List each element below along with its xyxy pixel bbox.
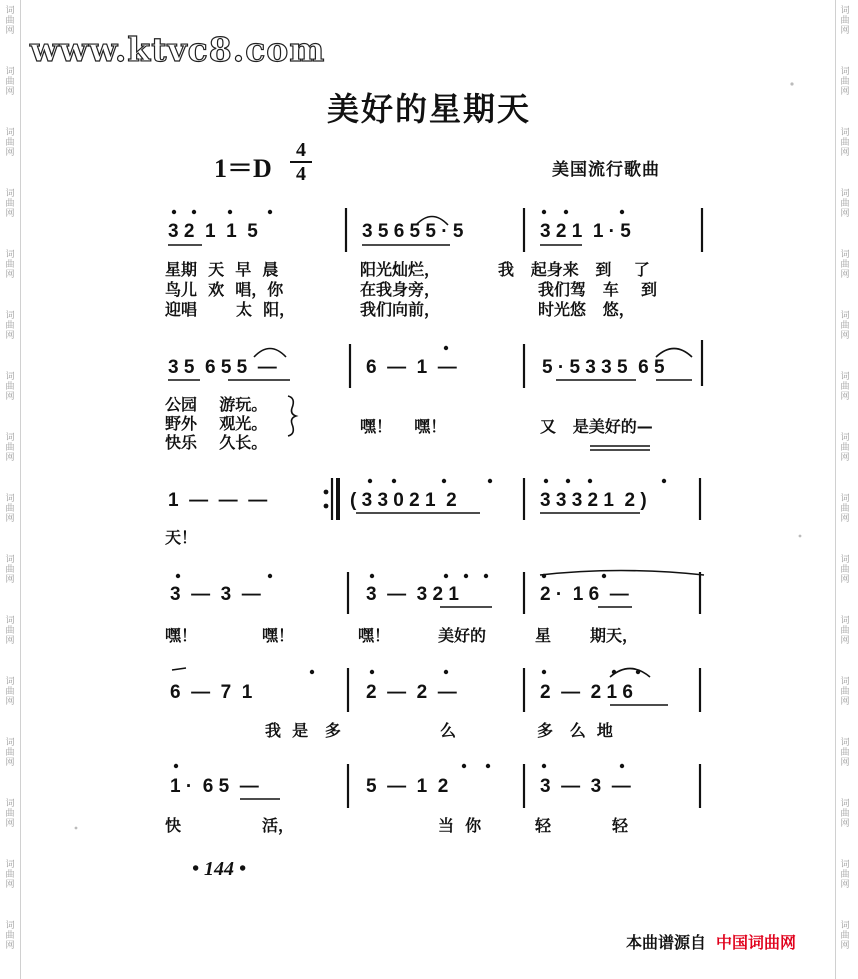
repeat-dots (324, 490, 329, 509)
lyric-line-10a: 快 (165, 816, 182, 835)
watermark-text: 词曲网 (840, 921, 850, 951)
watermark-text: 词曲网 (840, 372, 850, 402)
staff-6-measure-1: 1 · 6 5 — (170, 776, 259, 797)
composer-credit: 美国流行歌曲 (552, 160, 660, 180)
watermark-text: 词曲网 (5, 189, 15, 219)
lyric-line-2b: 在我身旁， (360, 280, 441, 299)
watermark-text: 词曲网 (840, 738, 850, 768)
lyric-line-7a: 天！ (165, 528, 198, 547)
underlines (168, 245, 692, 799)
barlines (332, 208, 702, 808)
watermark-text: 词曲网 (5, 616, 15, 646)
watermark-text: 词曲网 (840, 189, 850, 219)
staff-2-measure-3: 5 · 5 3 3 5 6 5 (542, 357, 665, 378)
lyric-line-8a: 嘿！ (165, 626, 198, 645)
lyric-line-8c: 嘿！ (358, 626, 391, 645)
time-signature-top: 4 (296, 139, 306, 161)
watermark-text: 词曲网 (840, 67, 850, 97)
lyric-line-10c: 当 你 (438, 816, 482, 835)
lyric-line-2c: 我们驾 车 到 (538, 280, 657, 299)
lyric-braces (288, 396, 296, 436)
lyric-line-10d: 轻 (535, 816, 552, 835)
lyric-line-5c: 又 是美好的— (540, 417, 653, 436)
staff-3-measure-1: 1 — — — (168, 490, 268, 511)
lyric-line-9a: 我 是 多 (265, 721, 341, 740)
watermark-text: 词曲网 (840, 311, 850, 341)
staff-1-measure-1: 3 2 1 1 5 (168, 221, 258, 242)
staff-4-measure-2: 3 — 3 2 1 (366, 584, 459, 605)
source-label: 本曲谱源自 (626, 933, 707, 952)
lyric-line-5b: 嘿！ 嘿！ (360, 417, 447, 436)
lyric-line-9c: 多 么 地 (537, 721, 613, 740)
watermark-text: 词曲网 (5, 494, 15, 524)
lyric-line-10b: 活， (262, 816, 295, 835)
watermark-text: 词曲网 (5, 860, 15, 890)
watermark-text: 词曲网 (840, 433, 850, 463)
staff-2-measure-1: 3 5 6 5 5 — (168, 357, 277, 378)
key-signature: 1＝D (214, 154, 272, 183)
staff-3-measure-3: 3 3 3 2 1 2 ) (540, 490, 647, 511)
staff-3-measure-2: ( 3 3 0 2 1 2 (350, 490, 457, 511)
source-credit (626, 930, 796, 953)
watermark-text: 词曲网 (5, 128, 15, 158)
lyric-line-1a: 星期 天 早 晨 (165, 260, 279, 279)
lyric-line-8b: 嘿！ (262, 626, 295, 645)
staff-1-measure-3: 3 2 1 1 · 5 (540, 221, 631, 242)
watermark-text: 词曲网 (840, 677, 850, 707)
lyric-line-8d: 美好的 (438, 626, 487, 645)
lyric-line-6a: 快乐 久长。 (165, 433, 268, 452)
lyric-line-5a: 野外 观光。 (165, 414, 268, 433)
song-title: 美好的星期天 (326, 90, 531, 128)
staff-2-measure-2: 6 — 1 — (366, 357, 457, 378)
lyric-line-3b: 我们向前， (360, 300, 441, 319)
source-site-link[interactable]: 中国词曲网 (716, 933, 797, 952)
staff-5-measure-1: 6 — 7 1 (170, 682, 253, 703)
lyric-line-8e: 星 (535, 626, 552, 645)
watermark-text: 词曲网 (5, 677, 15, 707)
watermark-text: 词曲网 (840, 860, 850, 890)
lyric-line-10e: 轻 (612, 816, 629, 835)
staff-4-measure-3: 2 · 1 6 — (540, 584, 629, 605)
lyric-line-2a: 鸟儿 欢 唱，你 (165, 280, 284, 299)
staff-1-measure-2: 3 5 6 5 5 · 5 (362, 221, 464, 242)
octave-dots (172, 210, 666, 768)
watermark-text: 词曲网 (5, 6, 15, 36)
lyric-line-9b: 么 (440, 721, 457, 740)
staff-5-measure-3: 2 — 2 1 6 (540, 682, 633, 703)
watermark-text: 词曲网 (5, 738, 15, 768)
watermark-text: 词曲网 (840, 494, 850, 524)
lyric-line-3c: 时光悠 悠， (538, 300, 635, 319)
watermark-text: 词曲网 (5, 311, 15, 341)
watermark-text: 词曲网 (840, 555, 850, 585)
lyric-line-8f: 期天， (590, 626, 639, 645)
watermark-text: 词曲网 (5, 67, 15, 97)
lyric-line-1b: 阳光灿烂， (360, 260, 441, 279)
watermark-text: 词曲网 (5, 250, 15, 280)
watermark-text: 词曲网 (840, 6, 850, 36)
website-watermark: www.ktvc8.com (30, 30, 326, 69)
page-number: • 144 • (192, 858, 247, 880)
watermark-text: 词曲网 (840, 128, 850, 158)
lyric-line-3a: 迎唱 太 阳， (165, 300, 296, 319)
watermark-text: 词曲网 (5, 555, 15, 585)
lyric-line-1c: 我 起身来 到 了 (498, 260, 650, 279)
lyric-line-4a: 公园 游玩。 (165, 395, 268, 414)
watermark-text: 词曲网 (840, 250, 850, 280)
watermark-text: 词曲网 (5, 433, 15, 463)
staff-5-measure-2: 2 — 2 — (366, 682, 457, 703)
time-signature-bottom: 4 (296, 163, 306, 185)
staff-4-measure-1: 3 — 3 — (170, 584, 261, 605)
watermark-text: 词曲网 (5, 799, 15, 829)
watermark-text: 词曲网 (5, 372, 15, 402)
watermark-text: 词曲网 (5, 921, 15, 951)
page-specks (75, 82, 802, 829)
staff-6-measure-3: 3 — 3 — (540, 776, 631, 797)
watermark-text: 词曲网 (840, 799, 850, 829)
watermark-text: 词曲网 (840, 616, 850, 646)
staff-6-measure-2: 5 — 1 2 (366, 776, 449, 797)
